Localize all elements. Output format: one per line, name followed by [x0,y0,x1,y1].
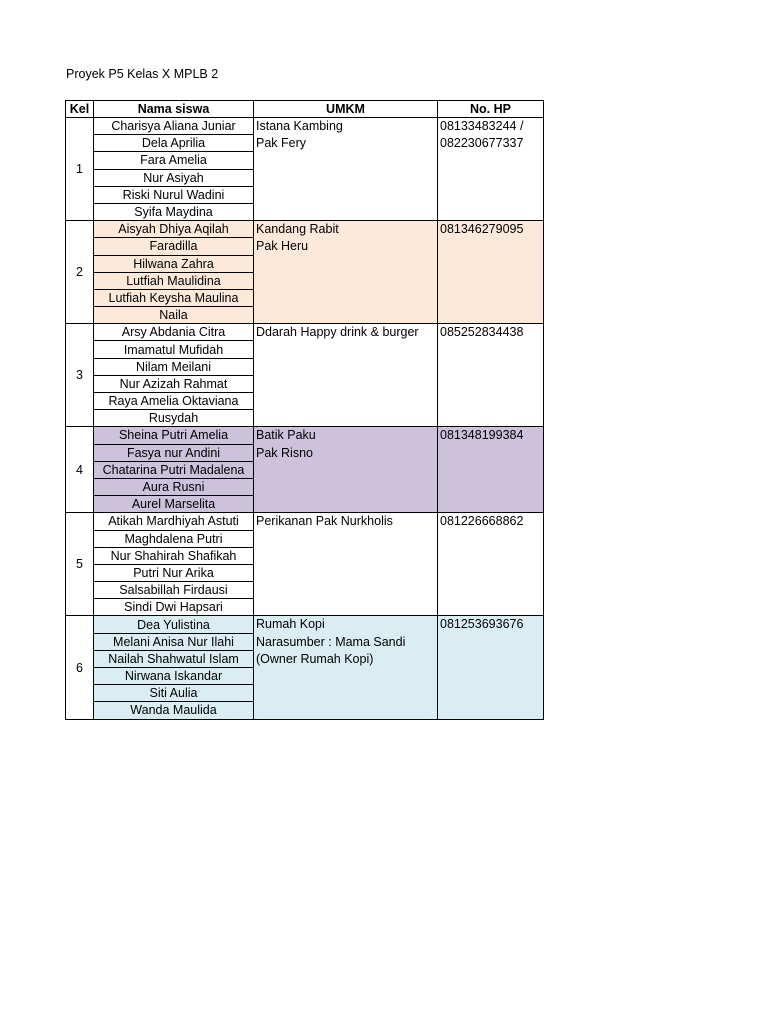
group-number: 4 [66,427,94,513]
table-row [66,221,544,238]
student-name: Naila [94,307,254,324]
student-name: Lutfiah Maulidina [94,272,254,289]
header-umkm: UMKM [254,101,438,118]
umkm-cell [254,513,438,616]
umkm-line: Rumah Kopi [256,617,325,632]
student-name: Nur Azizah Rahmat [94,375,254,392]
student-name: Hilwana Zahra [94,255,254,272]
student-name: Nur Asiyah [94,169,254,186]
student-name: Raya Amelia Oktaviana [94,393,254,410]
table-row [66,616,544,633]
umkm-cell [254,221,438,324]
phone-number: 081226668862 [440,514,524,529]
umkm-cell [254,616,438,719]
student-name: Imamatul Mufidah [94,341,254,358]
phone-number: 081346279095 [440,222,524,237]
student-name: Wanda Maulida [94,702,254,719]
student-name: Putri Nur Arika [94,564,254,581]
phone-cell [438,221,544,324]
header-hp: No. HP [438,101,544,118]
umkm-line: Istana Kambing [256,119,343,133]
header-name: Nama siswa [94,101,254,118]
student-name: Dea Yulistina [94,616,254,633]
table-row [66,513,544,530]
umkm-cell [254,427,438,513]
phone-cell [438,427,544,513]
umkm-line: Pak Risno [256,445,313,460]
phone-cell [438,324,544,427]
student-name: Nirwana Iskandar [94,668,254,685]
phone-cell [438,118,544,221]
umkm-line: Kandang Rabit [256,222,339,237]
table-row [66,427,544,444]
phone-cell [438,616,544,719]
table-row [66,324,544,341]
student-name: Lutfiah Keysha Maulina [94,289,254,306]
group-roster-table [65,100,544,720]
student-name: Aisyah Dhiya Aqilah [94,221,254,238]
group-number: 3 [66,324,94,427]
student-name: Atikah Mardhiyah Astuti [94,513,254,530]
roster-body [66,118,544,720]
student-name: Nur Shahirah Shafikah [94,547,254,564]
student-name: Arsy Abdania Citra [94,324,254,341]
student-name: Fasya nur Andini [94,444,254,461]
phone-number: 081348199384 [440,428,524,443]
umkm-line: (Owner Rumah Kopi) [256,651,374,666]
umkm-line: Batik Paku [256,428,316,443]
student-name: Riski Nurul Wadini [94,186,254,203]
student-name: Sheina Putri Amelia [94,427,254,444]
group-number: 1 [66,118,94,221]
student-name: Charisya Aliana Juniar [94,118,254,135]
student-name: Sindi Dwi Hapsari [94,599,254,616]
umkm-line: Pak Fery [256,136,307,151]
student-name: Rusydah [94,410,254,427]
header-row [66,101,544,118]
umkm-line: Narasumber : Mama Sandi [256,634,406,649]
student-name: Syifa Maydina [94,203,254,220]
student-name: Salsabillah Firdausi [94,582,254,599]
phone-number: 081253693676 [440,617,524,632]
student-name: Chatarina Putri Madalena [94,461,254,478]
table-row [66,118,544,135]
header-kel: Kel [66,101,94,118]
student-name: Nilam Meilani [94,358,254,375]
umkm-cell [254,324,438,427]
student-name: Siti Aulia [94,685,254,702]
student-name: Aurel Marselita [94,496,254,513]
student-name: Melani Anisa Nur Ilahi [94,633,254,650]
document-title: Proyek P5 Kelas X MPLB 2 [66,67,219,81]
student-name: Dela Aprilia [94,135,254,152]
umkm-line: Ddarah Happy drink & burger [256,325,419,340]
student-name: Fara Amelia [94,152,254,169]
umkm-line: Perikanan Pak Nurkholis [256,514,393,529]
group-number: 2 [66,221,94,324]
student-name: Faradilla [94,238,254,255]
group-number: 5 [66,513,94,616]
phone-number: 08133483244 / [440,119,524,133]
group-number: 6 [66,616,94,719]
student-name: Aura Rusni [94,478,254,495]
student-name: Maghdalena Putri [94,530,254,547]
phone-number: 082230677337 [440,136,524,151]
student-name: Nailah Shahwatul Islam [94,650,254,667]
phone-number: 085252834438 [440,325,524,340]
umkm-line: Pak Heru [256,239,309,254]
phone-cell [438,513,544,616]
umkm-cell [254,118,438,221]
